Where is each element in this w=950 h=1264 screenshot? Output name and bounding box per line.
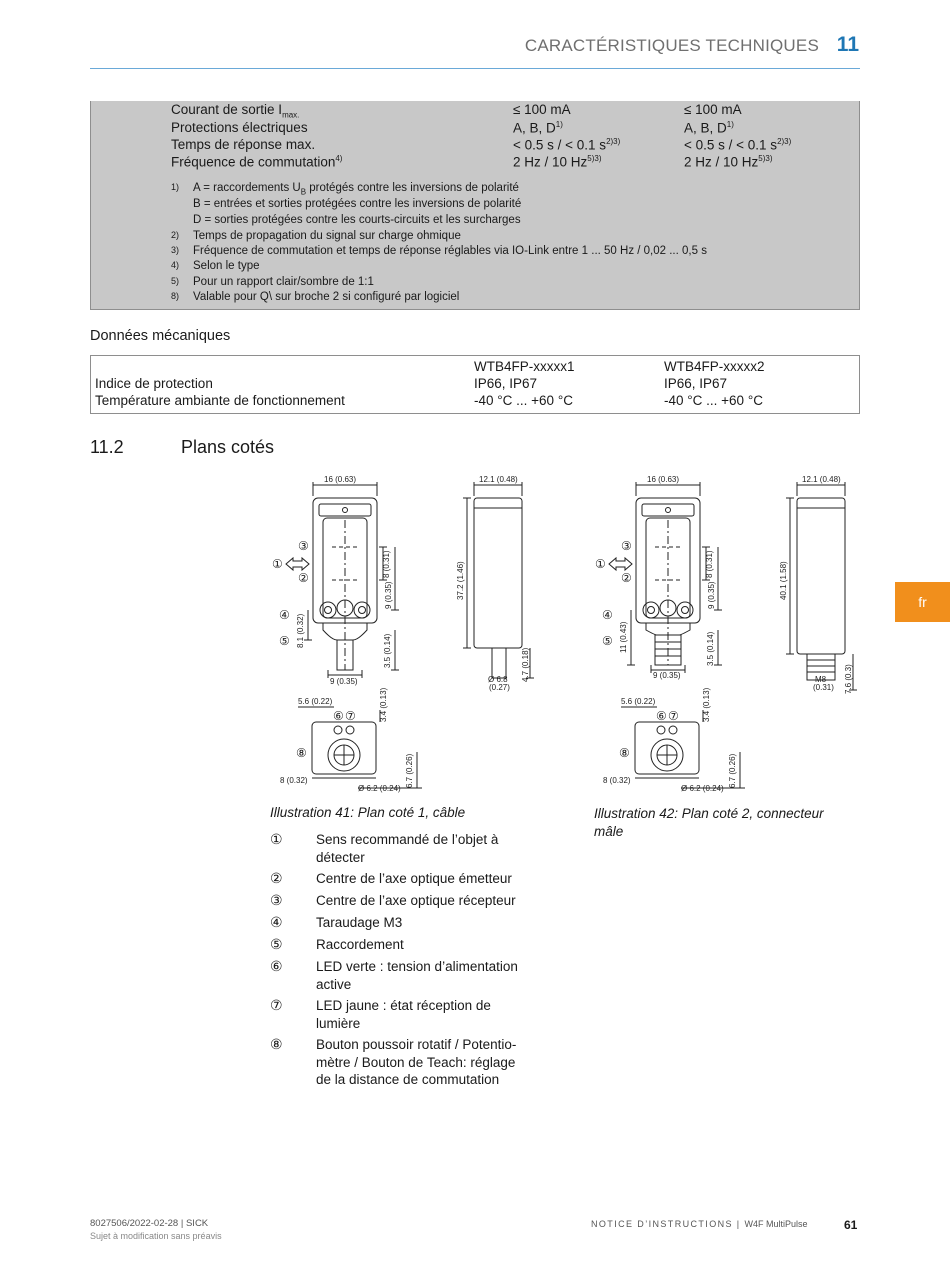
dimension-drawing-connector xyxy=(585,470,875,800)
dim-label: 37.2 (1.46) xyxy=(456,561,465,600)
legend-text: Centre de l’axe optique émetteur xyxy=(316,871,512,886)
callout-6: ⑥ xyxy=(656,709,667,723)
elec-value: A, B, $D^{1)}$ xyxy=(513,120,563,136)
electrical-data-table xyxy=(90,101,860,310)
dim-label: 3.4 (0.13) xyxy=(379,687,388,722)
elec-value: 2 Hz / 10 $Hz^{5)3)}$ xyxy=(684,154,773,170)
dim-label: 3.5 (0.14) xyxy=(383,633,392,668)
legend-number: ② xyxy=(270,870,283,886)
figure-caption-41: Illustration 41: Plan coté 1, câble xyxy=(270,805,466,820)
callout-5: ⑤ xyxy=(279,634,290,648)
footer-subject-note: Sujet à modification sans préavis xyxy=(90,1231,222,1241)
dim-label: Ø 6.8 xyxy=(488,675,508,684)
legend-number: ④ xyxy=(270,914,283,930)
section-number: 11.2 xyxy=(90,437,124,457)
legend-text: LED jaune : état réception de lumière xyxy=(316,998,491,1031)
table-cell: IP66, IP67 xyxy=(664,376,728,391)
legend-text: Bouton poussoir rotatif / Potentiomètre / Bouton de Teach: réglage de la distance de commutation xyxy=(316,1037,517,1087)
callout-2: ② xyxy=(298,571,309,585)
elec-value: ≤ 100 mA xyxy=(513,102,571,117)
table-column-header: WTB4FP-xxxxx1 xyxy=(474,359,575,374)
elec-label: Protections électriques xyxy=(171,120,308,135)
footnote-text: Fréquence de commutation et temps de réponse réglables via IO-Link entre 1 ... 50 Hz / 0,02 ... 0,5 s xyxy=(193,245,707,257)
dim-label: 8 (0.31) xyxy=(382,550,391,578)
footnote-text: D = sorties protégées contre les courts-circuits et les surcharges xyxy=(193,214,521,226)
dim-label: 12.1 (0.48) xyxy=(479,475,518,484)
legend-text: Taraudage M3 xyxy=(316,915,403,930)
footnote-mark: 3) xyxy=(171,245,180,255)
language-tab[interactable]: fr xyxy=(895,582,950,622)
mechanical-heading: Données mécaniques xyxy=(90,328,231,344)
table-cell: -40 °C ... +60 °C xyxy=(664,393,763,408)
legend-number: ⑧ xyxy=(270,1036,283,1052)
dim-label: 5.6 (0.22) xyxy=(621,697,656,706)
elec-value: A, B, $D^{1)}$ xyxy=(684,120,734,136)
legend-text: Raccordement xyxy=(316,937,404,952)
dim-label: (0.27) xyxy=(489,683,510,692)
legend-number: ① xyxy=(270,831,283,847)
callout-4: ④ xyxy=(602,608,613,622)
dim-label: Ø 6.2 (0.24) xyxy=(681,784,724,793)
dim-label: 16 (0.63) xyxy=(647,475,680,484)
footnote-text: Selon le type xyxy=(193,260,260,272)
dim-label: 3.4 (0.13) xyxy=(702,687,711,722)
dim-label: 6.7 (0.26) xyxy=(728,753,737,788)
legend-text: LED verte : tension d’alimentation active xyxy=(316,959,518,992)
figure-caption-42: Illustration 42: Plan coté 2, connecteur mâle xyxy=(594,806,824,839)
dim-label: 8 (0.32) xyxy=(280,776,308,785)
table-cell: -40 °C ... +60 °C xyxy=(474,393,573,408)
elec-label: Fréquence de commutation$^{4)}$ xyxy=(171,154,343,170)
dim-label: 8 (0.31) xyxy=(705,550,714,578)
mechanical-data-table xyxy=(90,355,860,414)
footnote-mark: 4) xyxy=(171,260,180,270)
dim-label: 8 (0.32) xyxy=(603,776,631,785)
dim-label: 9 (0.35) xyxy=(384,581,393,609)
elec-label: Temps de réponse max. xyxy=(171,137,316,152)
elec-label: Courant de sortie $I_{max.}$ xyxy=(171,102,300,120)
legend-text: Centre de l’axe optique récepteur xyxy=(316,893,516,908)
footnote-text: Valable pour Q\ sur broche 2 si configuré par logiciel xyxy=(193,291,460,303)
callout-8: ⑧ xyxy=(296,746,307,760)
callout-7: ⑦ xyxy=(668,709,679,723)
dim-label: 40.1 (1.58) xyxy=(779,561,788,600)
dim-label: 9 (0.35) xyxy=(653,671,681,680)
footnote-mark: 8) xyxy=(171,291,180,301)
footer-doc-title: NOTICE D’INSTRUCTIONS | W4F MultiPulse xyxy=(591,1219,808,1229)
dim-label: 16 (0.63) xyxy=(324,475,357,484)
callout-4: ④ xyxy=(279,608,290,622)
table-cell: IP66, IP67 xyxy=(474,376,538,391)
dim-label: 4.7 (0.18) xyxy=(521,647,530,682)
callout-3: ③ xyxy=(298,539,309,553)
callout-2: ② xyxy=(621,571,632,585)
legend-text: Sens recommandé de l’objet à détecter xyxy=(316,832,499,865)
callout-8: ⑧ xyxy=(619,746,630,760)
dim-label: Ø 6.2 (0.24) xyxy=(358,784,401,793)
callout-5: ⑤ xyxy=(602,634,613,648)
elec-value: 2 Hz / 10 $Hz^{5)3)}$ xyxy=(513,154,602,170)
dim-label: 3.5 (0.14) xyxy=(706,631,715,666)
footnote-mark: 2) xyxy=(171,230,180,240)
callout-6: ⑥ xyxy=(333,709,344,723)
dim-label: 5.6 (0.22) xyxy=(298,697,333,706)
section-title: Plans cotés xyxy=(181,437,275,457)
elec-value: < 0.5 s / < 0.1 $s^{2)3)}$ xyxy=(684,137,792,153)
footnote-text: Temps de propagation du signal sur charge ohmique xyxy=(193,230,461,242)
dim-label: 6.7 (0.26) xyxy=(405,753,414,788)
footnote-text: Pour un rapport clair/sombre de 1:1 xyxy=(193,276,374,288)
dim-label: 8.1 (0.32) xyxy=(296,613,305,648)
header-section-title: CARACTÉRISTIQUES TECHNIQUES xyxy=(524,36,819,55)
footnote-text: B = entrées et sorties protégées contre les inversions de polarité xyxy=(193,198,522,210)
table-cell: Température ambiante de fonctionnement xyxy=(95,393,345,408)
legend-number: ⑤ xyxy=(270,936,283,952)
legend-number: ③ xyxy=(270,892,283,908)
callout-7: ⑦ xyxy=(345,709,356,723)
table-cell: Indice de protection xyxy=(95,376,213,391)
elec-value: ≤ 100 mA xyxy=(684,102,742,117)
footnote-mark: 5) xyxy=(171,276,180,286)
callout-1: ① xyxy=(272,557,283,571)
dim-label: 9 (0.35) xyxy=(330,677,358,686)
dimension-drawing-cable xyxy=(262,470,562,800)
header-rule xyxy=(90,68,860,69)
dim-label: M8 xyxy=(815,675,827,684)
footnote-mark: 1) xyxy=(171,182,180,192)
header-chapter-number: 11 xyxy=(836,33,859,56)
callout-1: ① xyxy=(595,557,606,571)
dim-label: 12.1 (0.48) xyxy=(802,475,841,484)
dim-label: 9 (0.35) xyxy=(707,581,716,609)
table-column-header: WTB4FP-xxxxx2 xyxy=(664,359,765,374)
elec-value: < 0.5 s / < 0.1 $s^{2)3)}$ xyxy=(513,137,621,153)
legend-number: ⑥ xyxy=(270,958,283,974)
dim-label: (0.31) xyxy=(813,683,834,692)
footnote-text: A = raccordements $U_B$ protégés contre les inversions de polarité xyxy=(193,182,519,197)
dim-label: 11 (0.43) xyxy=(619,621,628,653)
legend-number: ⑦ xyxy=(270,997,283,1013)
page-number: 61 xyxy=(844,1218,858,1232)
callout-3: ③ xyxy=(621,539,632,553)
footer-doc-ref: 8027506/2022-02-28 | SICK xyxy=(90,1218,209,1229)
dim-label: 7.6 (0.3) xyxy=(844,664,853,694)
